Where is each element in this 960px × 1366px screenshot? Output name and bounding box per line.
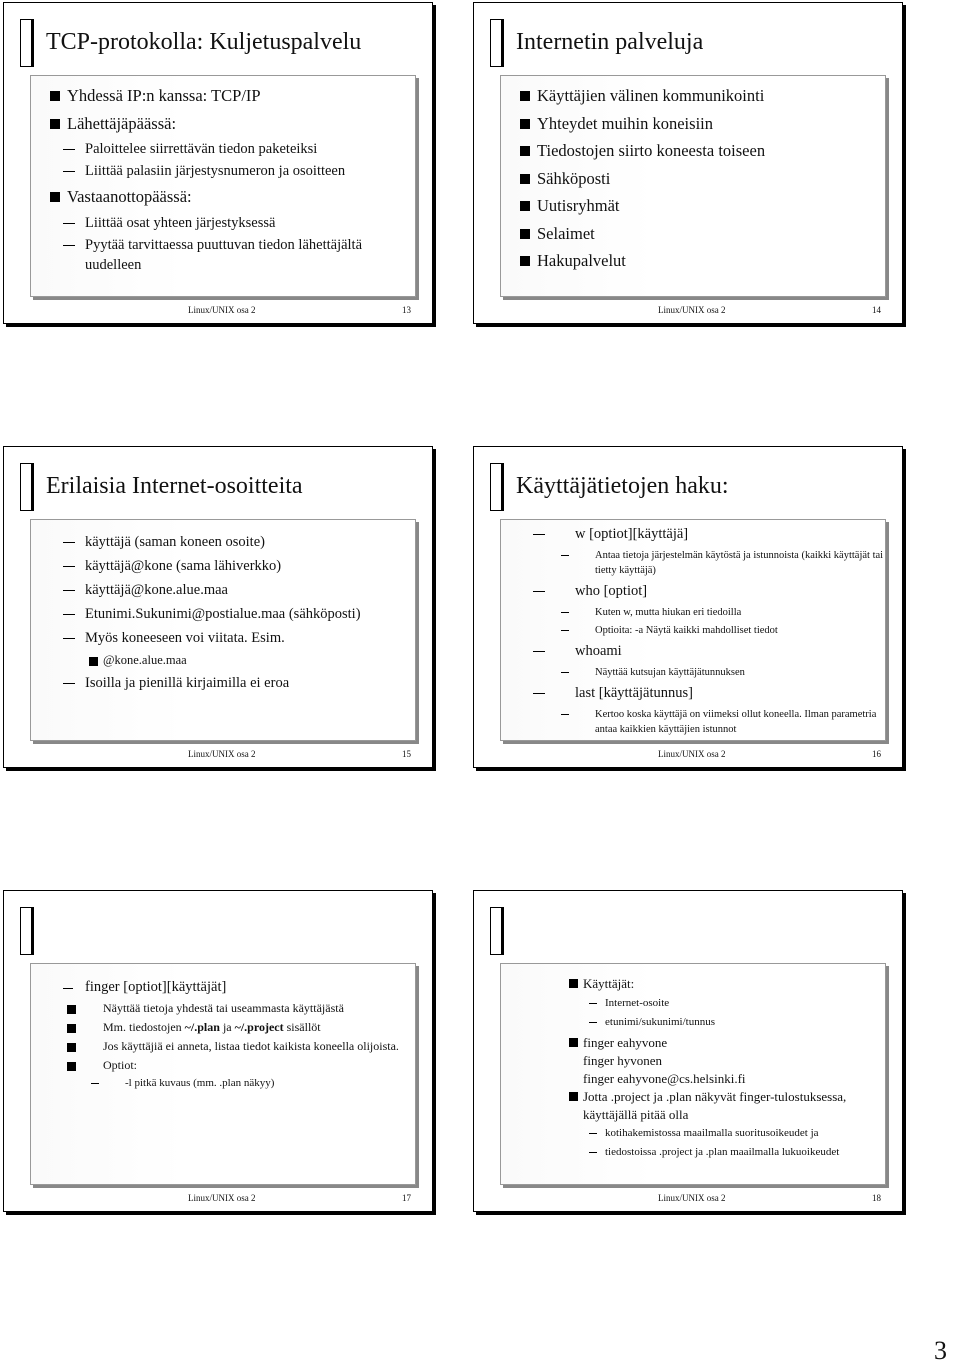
bullet-item: finger eahyvone (569, 1034, 865, 1052)
continuation-line: finger eahyvone@cs.helsinki.fi (583, 1070, 746, 1086)
slide-content (500, 963, 886, 1185)
bullet-item: Yhdessä IP:n kanssa: TCP/IP (49, 82, 405, 110)
text-fragment: sisällöt (283, 1019, 321, 1034)
sub-sub-item (49, 1019, 405, 1035)
bullet-item: Hakupalvelut (519, 247, 875, 275)
sub-item: Isoilla ja pienillä kirjaimilla ei eroa (49, 673, 405, 693)
detail-item: -l pitkä kuvaus (mm. .plan näkyy) (49, 1076, 405, 1091)
slide-number: 15 (402, 749, 411, 759)
slide-accent-bar (20, 19, 34, 67)
bullet-item: Jotta .project ja .plan näkyvät finger-tulostuksessa, käyttäjällä pitää olla (569, 1088, 865, 1123)
detail-item: kotihakemistossa maailmalla suoritusoikeudet ja (569, 1126, 865, 1141)
slide-number: 13 (402, 305, 411, 315)
sub-item: käyttäjä (saman koneen osoite) (49, 532, 405, 552)
slide-content (30, 519, 416, 741)
text-fragment: Mm. tiedostojen (103, 1019, 185, 1034)
slide-accent-bar (20, 907, 34, 955)
slide-13 (3, 2, 433, 324)
text-fragment: ja (219, 1019, 235, 1034)
slide-footer-label: Linux/UNIX osa 2 (658, 1193, 726, 1203)
sub-sub-item: Näyttää tietoja yhdestä tai useammasta käyttäjästä (49, 1000, 405, 1016)
slide-16 (473, 446, 903, 768)
slide-15 (3, 446, 433, 768)
detail-item: tiedostoissa .project ja .plan maailmalla lukuoikeudet (569, 1145, 865, 1160)
sub-sub-item: Optiot: (49, 1057, 405, 1073)
sub-item: Pyytää tarvittaessa puuttuvan tiedon lähettäjältä uudelleen (49, 235, 385, 275)
slide-footer-label: Linux/UNIX osa 2 (188, 749, 256, 759)
slide-number: 17 (402, 1193, 411, 1203)
slide-14 (473, 2, 903, 324)
sub-item: last [käyttäjätunnus] (519, 683, 875, 703)
sub-item: w [optiot][käyttäjä] (519, 524, 875, 544)
bullet-item: Uutisryhmät (519, 192, 875, 220)
sub-item: Paloittelee siirrettävän tiedon paketeiksi (49, 139, 405, 159)
slide-accent-bar (20, 463, 34, 511)
slide-accent-bar (490, 463, 504, 511)
slide-accent-bar (490, 19, 504, 67)
detail-item: Kertoo koska käyttäjä on viimeksi ollut koneella. Ilman parametria antaa kaikkien käyttäjien istunnot (519, 707, 885, 737)
bullet-item: Selaimet (519, 220, 875, 248)
sub-item: käyttäjä@kone (sama lähiverkko) (49, 556, 405, 576)
detail-item: etunimi/sukunimi/tunnus (569, 1015, 865, 1030)
sub-item: who [optiot] (519, 581, 875, 601)
slide-content (500, 519, 886, 741)
slide-number: 16 (872, 749, 881, 759)
slide-number: 14 (872, 305, 881, 315)
slide-content (30, 963, 416, 1185)
continuation-line: finger hyvonen (583, 1053, 663, 1068)
sub-item: Liittää palasiin järjestysnumeron ja osoitteen (49, 161, 405, 181)
sub-item: whoami (519, 641, 875, 661)
page-number: 3 (934, 1336, 947, 1365)
bold-text: ~/.project (234, 1019, 284, 1034)
slide-number: 18 (872, 1193, 881, 1203)
bullet-item: Käyttäjät: (569, 975, 865, 993)
slide-content (500, 75, 886, 297)
slide-accent-bar (490, 907, 504, 955)
detail-item: Näyttää kutsujan käyttäjätunnuksen (519, 665, 875, 680)
detail-item: Kuten w, mutta hiukan eri tiedoilla (519, 605, 875, 620)
sub-item: käyttäjä@kone.alue.maa (49, 580, 405, 600)
bullet-item: Vastaanottopäässä: (49, 183, 405, 211)
sub-sub-item: Jos käyttäjiä ei anneta, listaa tiedot kaikista koneella olijoista. (49, 1038, 403, 1054)
slide-title: TCP-protokolla: Kuljetuspalvelu (46, 29, 362, 55)
slide-footer-label: Linux/UNIX osa 2 (658, 749, 726, 759)
slide-17 (3, 890, 433, 1212)
bold-text: ~/.plan (184, 1019, 220, 1034)
bullet-item: Yhteydet muihin koneisiin (519, 110, 875, 138)
slide-title: Käyttäjätietojen haku: (516, 473, 729, 499)
detail-item: Internet-osoite (569, 996, 865, 1011)
bullet-item: Käyttäjien välinen kommunikointi (519, 82, 875, 110)
bullet-item: Lähettäjäpäässä: (49, 110, 405, 138)
bullet-item: Tiedostojen siirto koneesta toiseen (519, 137, 875, 165)
slide-18 (473, 890, 903, 1212)
slide-title: Internetin palveluja (516, 29, 704, 55)
slide-footer-label: Linux/UNIX osa 2 (188, 1193, 256, 1203)
sub-item: Etunimi.Sukunimi@postialue.maa (sähköposti) (49, 604, 405, 624)
bullet-item: Sähköposti (519, 165, 875, 193)
detail-item: Antaa tietoja järjestelmän käytöstä ja istunnoista (kaikki käyttäjät tai tietty käyttäjä) (519, 548, 885, 578)
sub-item: Myös koneeseen voi viitata. Esim. (49, 628, 405, 648)
slide-content (30, 75, 416, 297)
slide-title: Erilaisia Internet-osoitteita (46, 473, 303, 499)
sub-sub-item: @kone.alue.maa (49, 652, 405, 669)
sub-item: finger [optiot][käyttäjät] (49, 979, 405, 997)
slide-footer-label: Linux/UNIX osa 2 (188, 305, 256, 315)
slide-footer-label: Linux/UNIX osa 2 (658, 305, 726, 315)
sub-item: Liittää osat yhteen järjestyksessä (49, 213, 405, 233)
detail-item: Optioita: -a Näytä kaikki mahdolliset tiedot (519, 623, 875, 638)
